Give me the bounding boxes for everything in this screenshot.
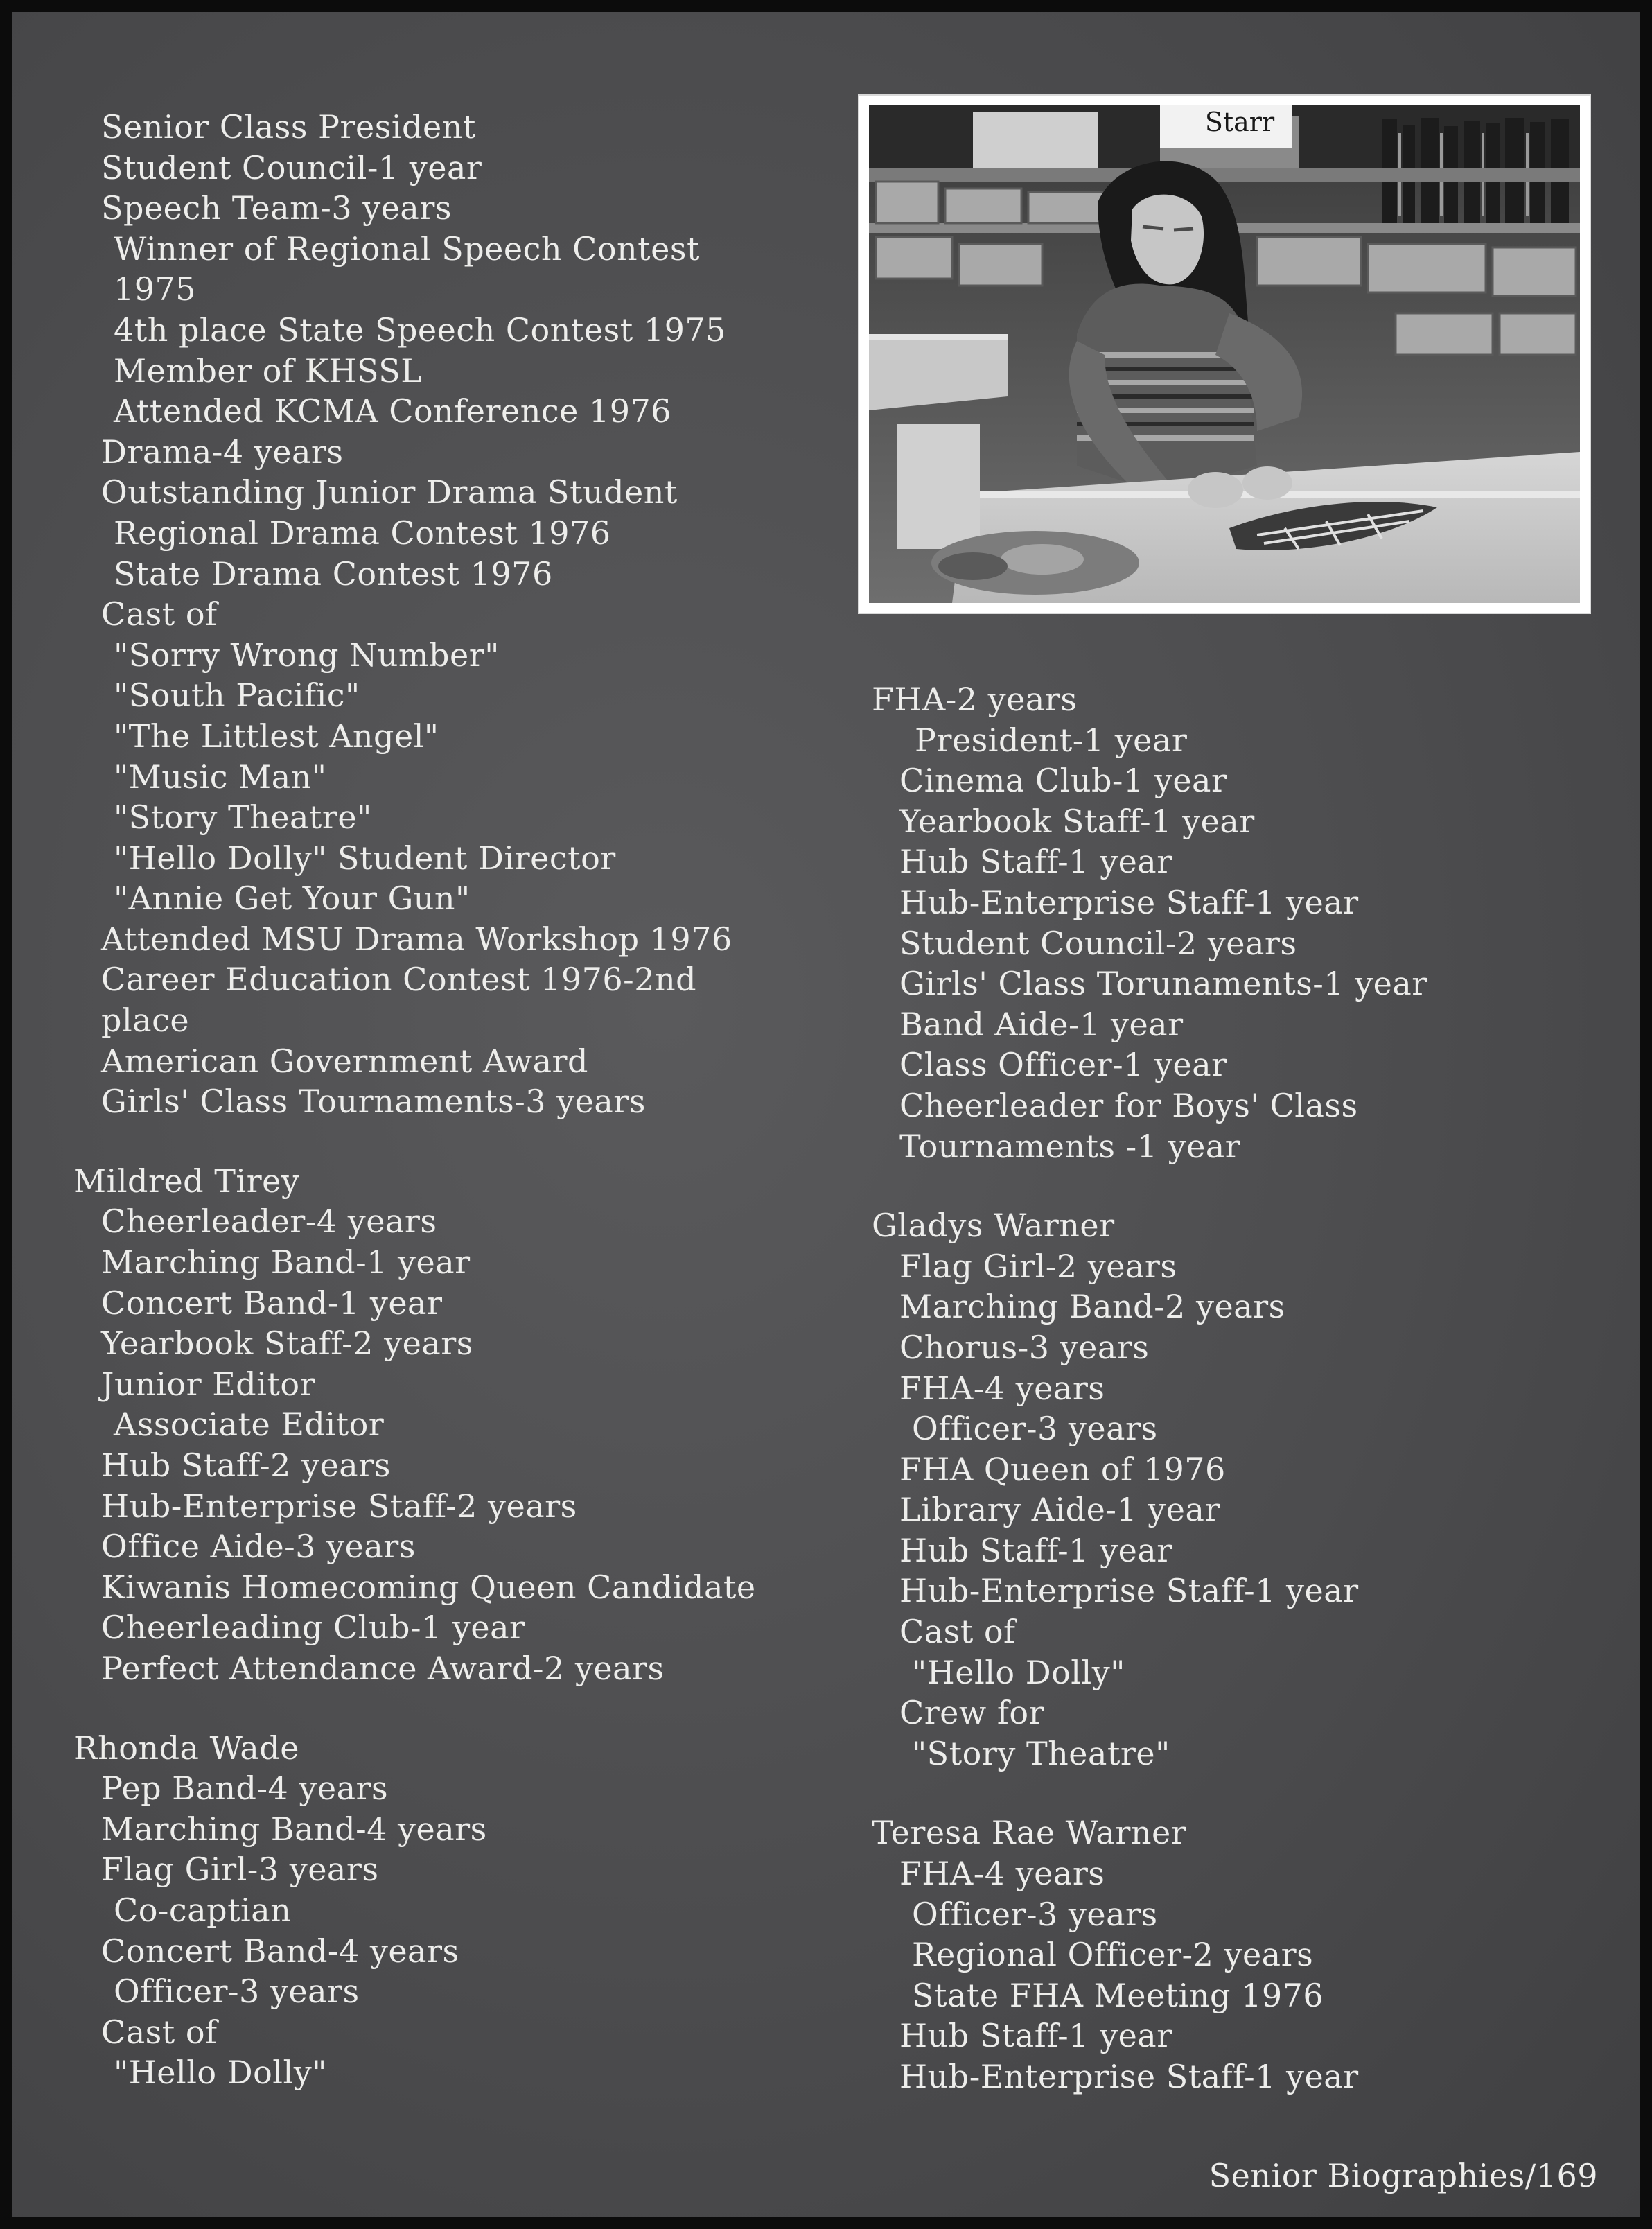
- activity-line: Drama-4 years: [101, 432, 344, 471]
- activity-line: Band Aide-1 year: [899, 1005, 1184, 1043]
- activity-line: "Story Theatre": [114, 798, 372, 837]
- activity-line: American Government Award: [101, 1042, 588, 1080]
- activity-line: Cheerleader-4 years: [101, 1203, 437, 1241]
- activity-line: place: [101, 1002, 190, 1040]
- activity-line: Officer-3 years: [912, 1410, 1158, 1448]
- activity-line: Regional Officer-2 years: [912, 1936, 1314, 1974]
- student-name: Rhonda Wade: [73, 1729, 299, 1767]
- section-gap: [872, 1774, 1427, 1812]
- activity-line: State FHA Meeting 1976: [912, 1976, 1324, 2014]
- activity-line: Marching Band-2 years: [899, 1288, 1285, 1326]
- activity-line: Pep Band-4 years: [101, 1769, 389, 1808]
- activity-line: Marching Band-1 year: [101, 1243, 471, 1282]
- activity-line: FHA-4 years: [899, 1369, 1105, 1407]
- photo-caption: Starr: [1204, 107, 1275, 137]
- activity-line: Co-captian: [114, 1891, 292, 1929]
- page-footer: Senior Biographies/169: [1209, 2157, 1598, 2194]
- photo-image: [869, 105, 1580, 603]
- activity-line: Cast of: [101, 595, 218, 633]
- left-biography-column: [73, 107, 756, 2093]
- activity-line: Hub-Enterprise Staff-1 year: [899, 2058, 1359, 2095]
- activity-line: Regional Drama Contest 1976: [114, 514, 611, 552]
- activity-line: Hub-Enterprise Staff-2 years: [101, 1487, 577, 1525]
- activity-line: Outstanding Junior Drama Student: [101, 473, 678, 512]
- activity-line: "Music Man": [114, 758, 327, 796]
- activity-line: Cheerleader for Boys' Class: [899, 1086, 1358, 1124]
- activity-line: Flag Girl-3 years: [101, 1851, 379, 1889]
- activity-line: "Story Theatre": [912, 1734, 1170, 1772]
- activity-line: "Hello Dolly": [912, 1653, 1125, 1691]
- activity-line: Library Aide-1 year: [899, 1491, 1220, 1529]
- activity-line: Chorus-3 years: [899, 1328, 1150, 1366]
- activity-line: Girls' Class Torunaments-1 year: [899, 965, 1427, 1003]
- activity-line: Winner of Regional Speech Contest: [114, 229, 700, 268]
- activity-line: Officer-3 years: [912, 1895, 1158, 1933]
- activity-line: Officer-3 years: [114, 1973, 360, 2011]
- activity-line: FHA-4 years: [899, 1855, 1105, 1893]
- section-gap: [73, 1689, 756, 1728]
- activity-line: "South Pacific": [114, 676, 360, 715]
- section-gap: [73, 1122, 756, 1161]
- activity-line: Speech Team-3 years: [101, 189, 452, 227]
- activity-line: Student Council-1 year: [101, 148, 482, 186]
- activity-line: Student Council-2 years: [899, 924, 1297, 962]
- activity-line: Cheerleading Club-1 year: [101, 1609, 525, 1647]
- activity-line: Class Officer-1 year: [899, 1046, 1227, 1084]
- activity-line: Girls' Class Tournaments-3 years: [101, 1083, 646, 1121]
- activity-line: Marching Band-4 years: [101, 1810, 487, 1848]
- student-name: FHA-2 years: [872, 681, 1078, 718]
- student-name: Mildred Tirey: [73, 1162, 300, 1200]
- activity-line: Hub Staff-2 years: [101, 1446, 391, 1484]
- section-gap: [872, 1166, 1427, 1205]
- activity-line: Flag Girl-2 years: [899, 1247, 1177, 1285]
- activity-line: "Annie Get Your Gun": [114, 880, 471, 918]
- activity-line: Member of KHSSL: [114, 351, 423, 390]
- activity-line: State Drama Contest 1976: [114, 554, 553, 593]
- activity-line: "Sorry Wrong Number": [114, 636, 500, 674]
- activity-line: "The Littlest Angel": [114, 717, 439, 755]
- activity-line: Cinema Club-1 year: [899, 762, 1227, 800]
- activity-line: Perfect Attendance Award-2 years: [101, 1649, 665, 1687]
- activity-line: 1975: [114, 270, 197, 308]
- student-name: Gladys Warner: [872, 1207, 1115, 1245]
- activity-line: Yearbook Staff-2 years: [101, 1325, 473, 1363]
- student-photo: [859, 96, 1590, 613]
- right-biography-column: [872, 679, 1427, 2097]
- activity-line: Associate Editor: [114, 1406, 385, 1444]
- activity-line: Junior Editor: [101, 1365, 316, 1403]
- student-name: Teresa Rae Warner: [872, 1814, 1187, 1852]
- activity-line: Attended MSU Drama Workshop 1976: [101, 920, 732, 958]
- activity-line: Yearbook Staff-1 year: [899, 802, 1255, 840]
- activity-line: Career Education Contest 1976-2nd: [101, 961, 697, 999]
- activity-line: Tournaments -1 year: [899, 1127, 1241, 1165]
- activity-line: FHA Queen of 1976: [899, 1450, 1226, 1488]
- activity-line: Concert Band-1 year: [101, 1284, 443, 1322]
- activity-line: Kiwanis Homecoming Queen Candidate: [101, 1568, 756, 1606]
- activity-line: "Hello Dolly" Student Director: [114, 839, 616, 877]
- activity-line: Hub Staff-1 year: [899, 1531, 1172, 1569]
- activity-line: Crew for: [899, 1694, 1045, 1732]
- yearbook-page: [12, 12, 1640, 2217]
- activity-line: 4th place State Speech Contest 1975: [114, 311, 726, 349]
- activity-line: Cast of: [899, 1613, 1016, 1651]
- activity-line: Cast of: [101, 2013, 218, 2051]
- activity-line: "Hello Dolly": [114, 2054, 327, 2092]
- activity-line: Attended KCMA Conference 1976: [114, 392, 672, 430]
- activity-line: Hub Staff-1 year: [899, 2017, 1172, 2055]
- activity-line: Concert Band-4 years: [101, 1932, 459, 1970]
- activity-line: Hub-Enterprise Staff-1 year: [899, 1572, 1359, 1610]
- activity-line: Hub Staff-1 year: [899, 843, 1172, 881]
- activity-line: Office Aide-3 years: [101, 1528, 416, 1566]
- activity-line: Hub-Enterprise Staff-1 year: [899, 883, 1359, 921]
- activity-line: President-1 year: [915, 721, 1188, 759]
- activity-line: Senior Class President: [101, 108, 476, 146]
